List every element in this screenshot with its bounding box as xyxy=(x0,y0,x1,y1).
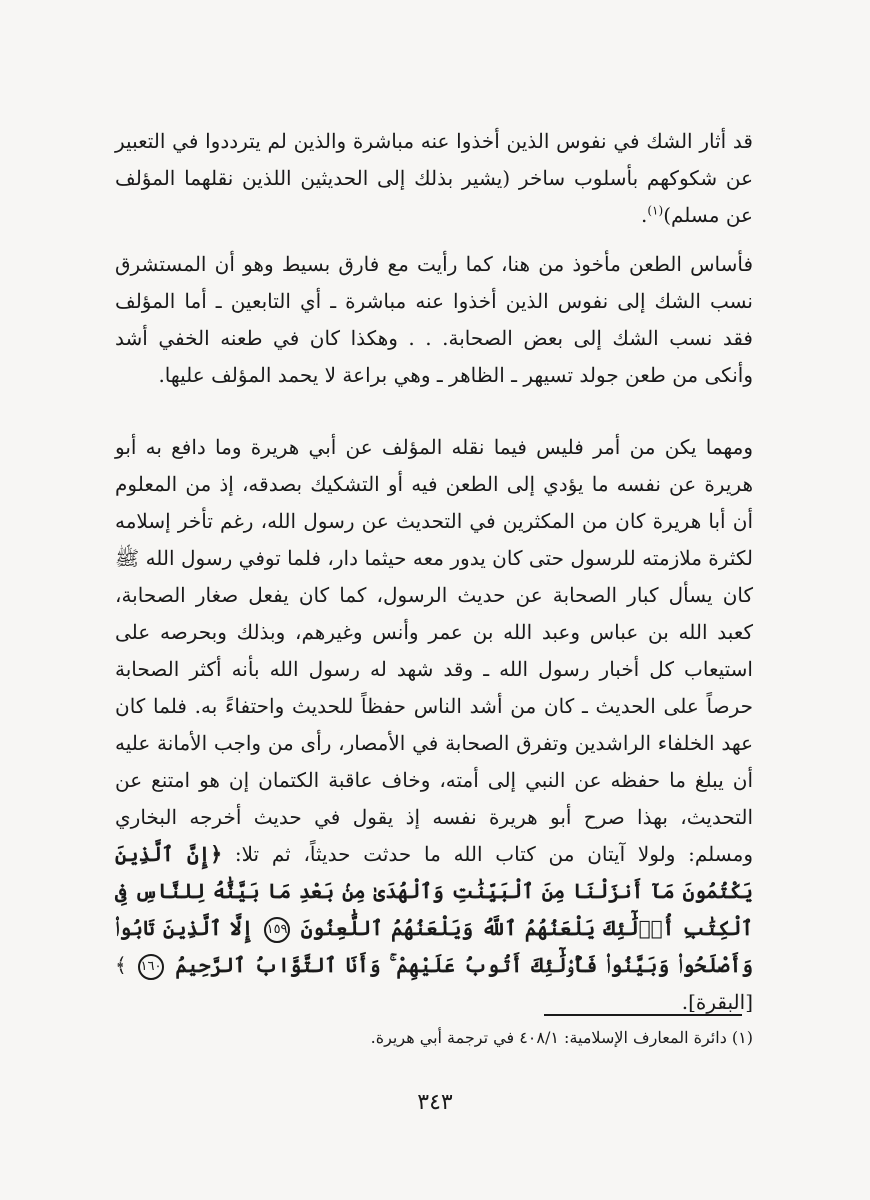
paragraph-1-end: . xyxy=(641,203,648,227)
quran-verse-159: ﴿إِنَّ ٱلَّذِينَ يَكْتُمُونَ مَآ أَنزَلْنَا مِنَ ٱلْبَيِّنَٰتِ وَٱلْهُدَىٰ مِنۢ بَعْدِ مَا بَيَّنَّٰهُ لِلنَّاسِ فِى ٱلْكِتَٰبِ أُو۟لَٰٓئِكَ يَلْعَنُهُمُ ٱللَّهُ وَيَلْعَنُهُمُ ٱللَّٰعِنُونَ xyxy=(115,842,754,940)
footnote-reference: (١) xyxy=(647,203,664,218)
verse-number-159: ١٥٩ xyxy=(264,917,290,943)
surah-reference: ﴾ [البقرة]. xyxy=(115,953,753,1014)
quran-verse-160: إِلَّا ٱلَّذِينَ تَابُوا۟ وَأَصْلَحُوا۟ وَبَيَّنُوا۟ فَأُو۟لَٰٓئِكَ أَتُوبُ عَلَيْهِمْ ۚ وَأَنَا ٱلتَّوَّابُ ٱلرَّحِيمُ xyxy=(115,916,754,977)
paragraph-2-text: فأساس الطعن مأخوذ من هنا، كما رأيت مع فارق بسيط وهو أن المستشرق نسب الشك إلى نفوس الذين أخذوا عنه مباشرة ـ أي التابعين ـ أما المؤلف فقد نسب الشك إلى بعض الصحابة. . . وهكذا كان في طعنه الخفي أشد وأنكى من طعن جولد تسيهر ـ الظاهر ـ وهي براعة لا يحمد المؤلف عليها. xyxy=(115,252,753,387)
page-number: ٣٤٣ xyxy=(417,1090,453,1115)
paragraph-1 xyxy=(115,123,753,234)
paragraph-3 xyxy=(115,429,753,1021)
verse-number-160: ١٦٠ xyxy=(138,954,164,980)
paragraph-3-text: ومهما يكن من أمر فليس فيما نقله المؤلف عن أبي هريرة وما دافع به أبو هريرة عن نفسه ما يؤدي إلى الطعن فيه أو التشكيك بصدقه، إذ من المعلوم أن أبا هريرة كان من المكثرين في التحديث عن رسول الله، رغم تأخر إسلامه لكثرة ملازمته للرسول حتى كان يدور معه حيثما دار، فلما توفي رسول الله ﷺ كان يسأل كبار الصحابة عن حديث الرسول، كما كان يفعل صغار الصحابة، كعبد الله بن عباس وعبد الله بن عمر وأنس وغيرهم، وبذلك وبحرصه على استيعاب كل أخبار رسول الله ـ وقد شهد له رسول الله بأنه أكثر الصحابة حرصاً على الحديث ـ كان من أشد الناس حفظاً للحديث واحتفاءً به. فلما كان عهد الخلفاء الراشدين وتفرق الصحابة في الأمصار، رأى من واجب الأمانة عليه أن يبلغ ما حفظه عن النبي إلى أمته، وخاف عاقبة الكتمان إن هو امتنع عن التحديث، بهذا صرح أبو هريرة نفسه إذ يقول في حديث أخرجه البخاري ومسلم: ولولا آيتان من كتاب الله ما حدثت حديثاً، ثم تلا: xyxy=(115,435,754,866)
footnote-divider xyxy=(544,1014,742,1016)
paragraph-1-text: قد أثار الشك في نفوس الذين أخذوا عنه مباشرة والذين لم يترددوا في التعبير عن شكوكهم بأسلوب ساخر (يشير بذلك إلى الحديثين اللذين نقلهما المؤلف عن مسلم) xyxy=(115,129,753,227)
footnote: (١) دائرة المعارف الإسلامية: ٤٠٨/١ في ترجمة أبي هريرة. xyxy=(370,1028,753,1047)
paragraph-2 xyxy=(115,246,753,394)
